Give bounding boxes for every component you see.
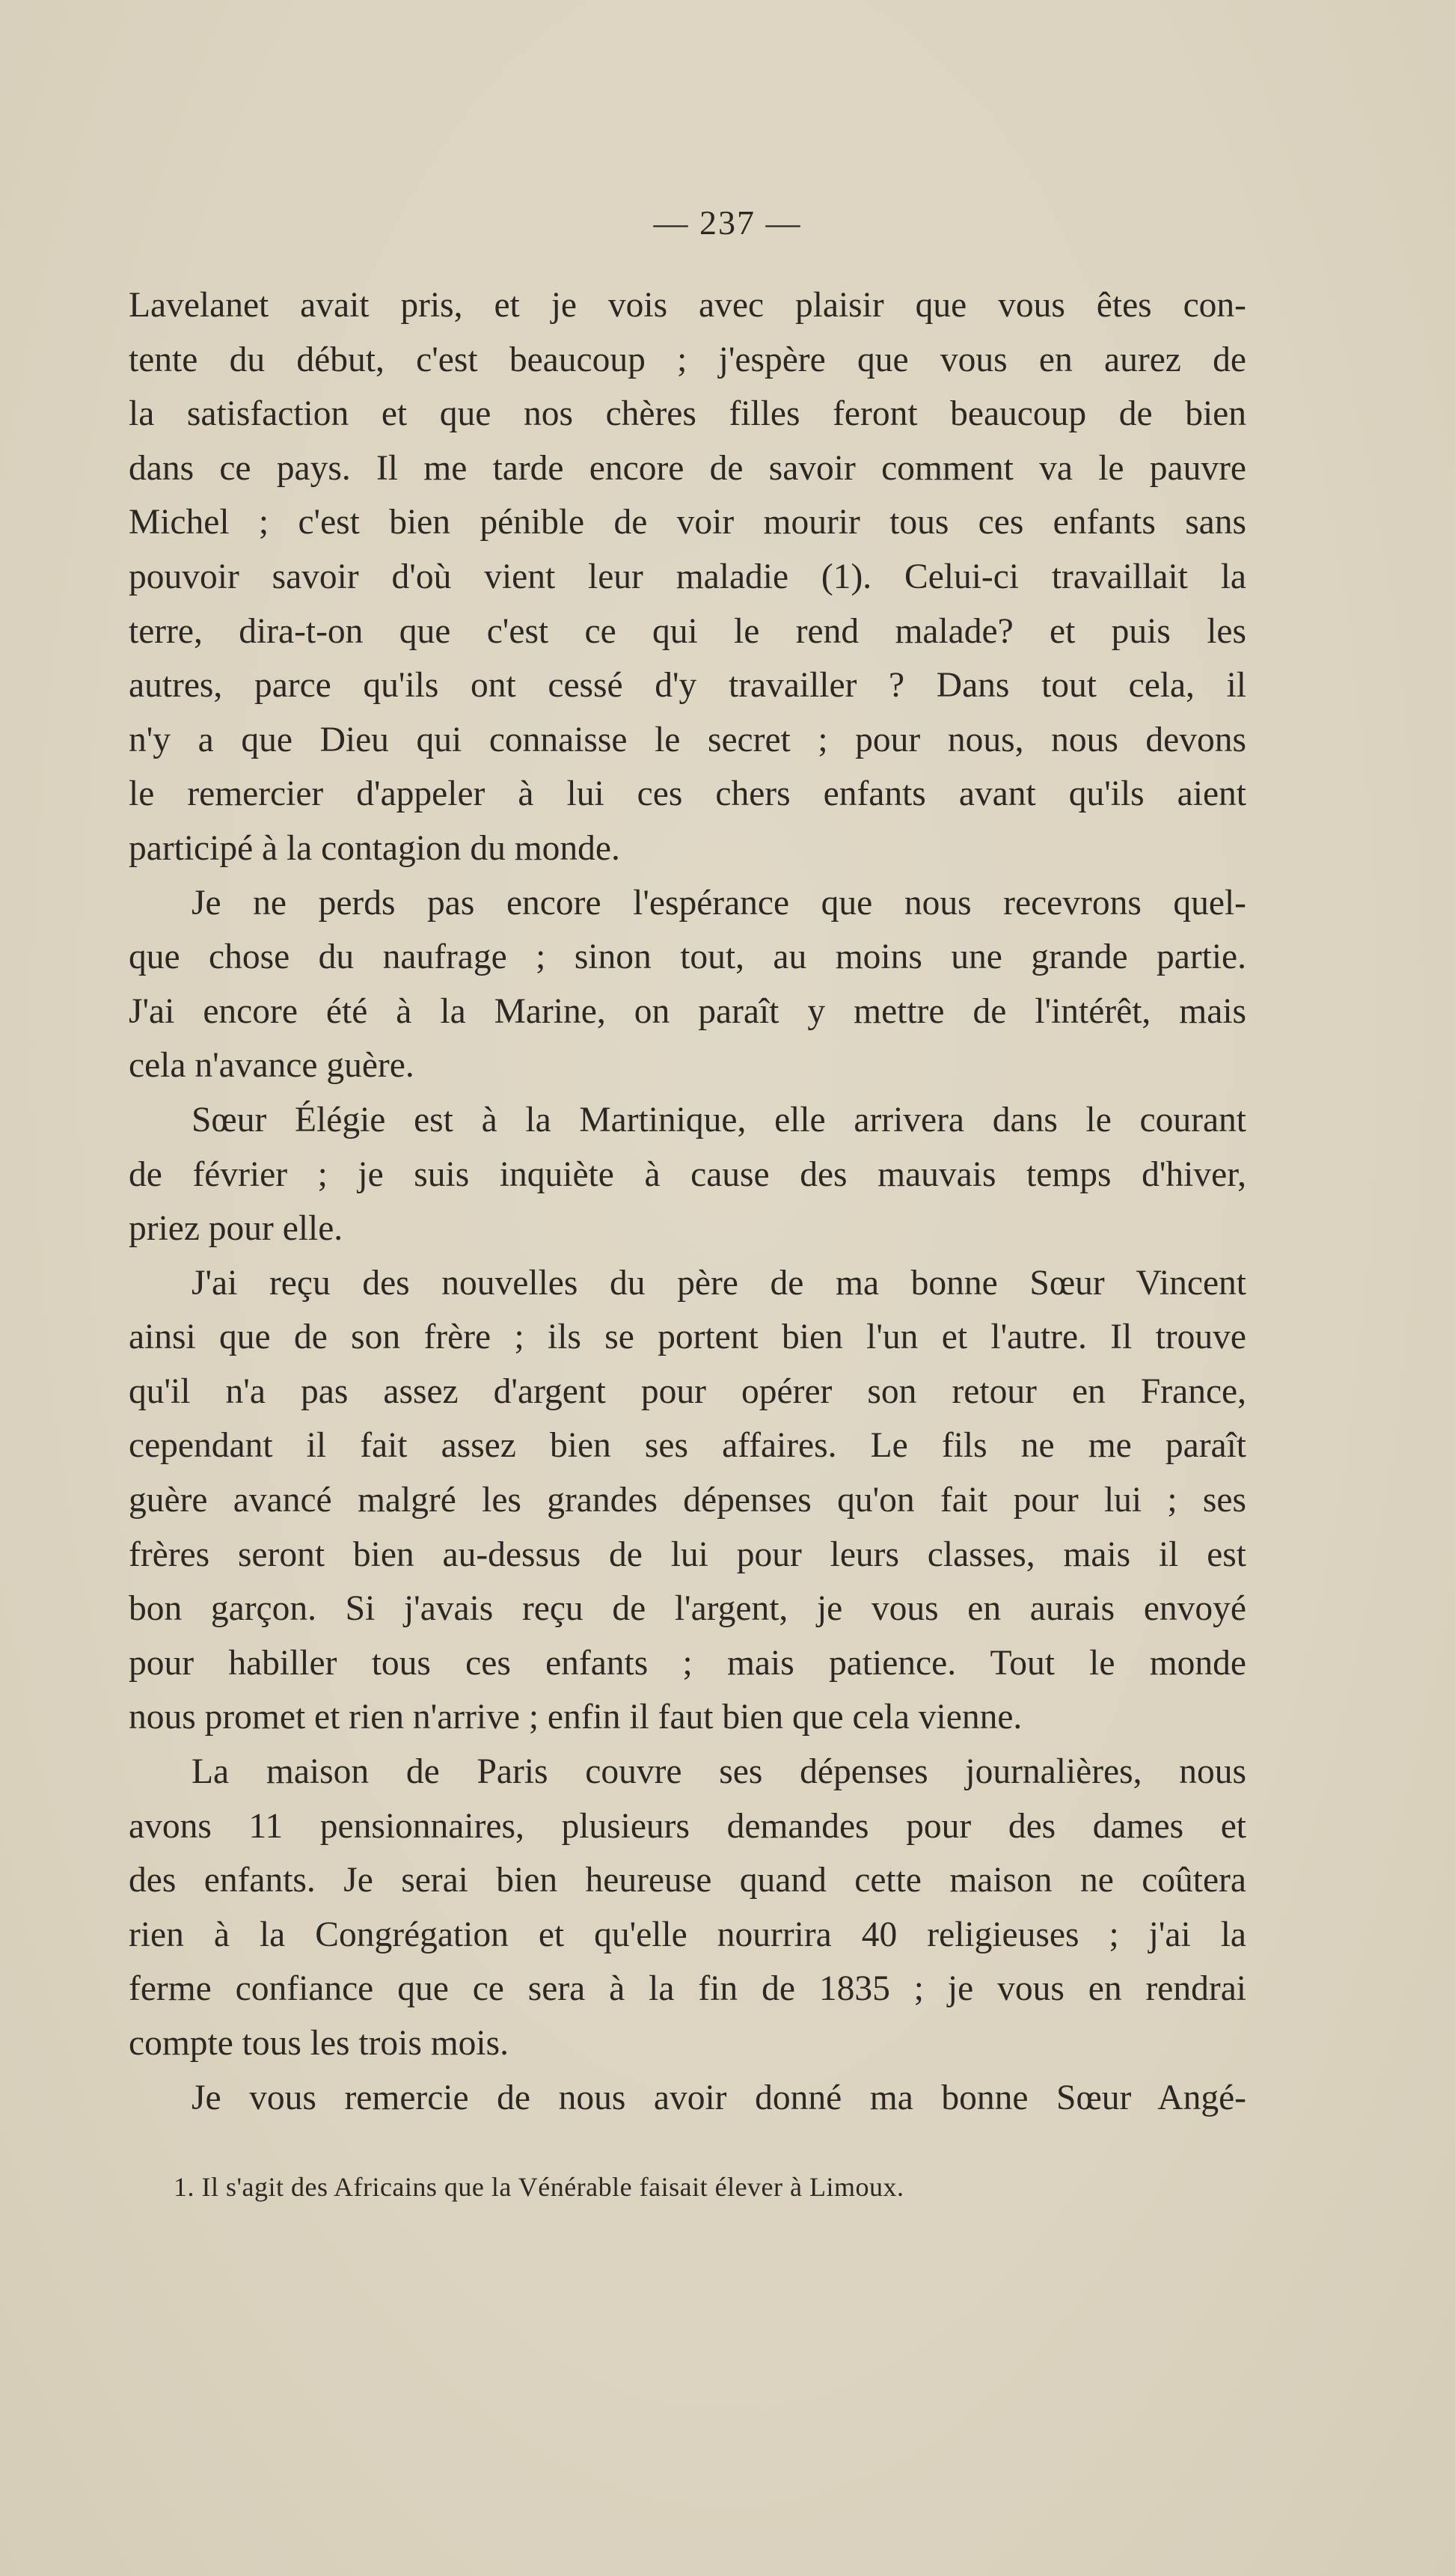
text-line: pouvoir savoir d'où vient leur maladie (1). Celui-ci travaillait la bbox=[129, 557, 1246, 596]
text-line: cependant il fait assez bien ses affaires. Le fils ne me paraît bbox=[129, 1426, 1246, 1466]
text-line: terre, dira-t-on que c'est ce qui le rend malade? et puis les bbox=[129, 611, 1246, 651]
text-line: qu'il n'a pas assez d'argent pour opérer son retour en France, bbox=[129, 1371, 1246, 1411]
text-line: frères seront bien au-dessus de lui pour leurs classes, mais il est bbox=[129, 1535, 1246, 1574]
text-line: cela n'avance guère. bbox=[129, 1046, 414, 1086]
text-line: J'ai reçu des nouvelles du père de ma bonne Sœur Vincent bbox=[192, 1263, 1246, 1303]
text-line: nous promet et rien n'arrive ; enfin il faut bien que cela vienne. bbox=[129, 1698, 1023, 1737]
text-line: avons 11 pensionnaires, plusieurs demandes pour des dames et bbox=[129, 1806, 1246, 1846]
text-line: J'ai encore été à la Marine, on paraît y mettre de l'intérêt, mais bbox=[129, 991, 1246, 1031]
text-line: des enfants. Je serai bien heureuse quand cette maison ne coûtera bbox=[129, 1861, 1246, 1900]
text-line: le remercier d'appeler à lui ces chers enfants avant qu'ils aient bbox=[129, 774, 1246, 814]
text-line: Je ne perds pas encore l'espérance que nous recevrons quel- bbox=[192, 883, 1246, 923]
text-line: Michel ; c'est bien pénible de voir mourir tous ces enfants sans bbox=[129, 503, 1246, 542]
text-line: participé à la contagion du monde. bbox=[129, 828, 620, 868]
text-line: priez pour elle. bbox=[129, 1209, 343, 1249]
page-number: — 237 — bbox=[653, 204, 802, 242]
text-line: Sœur Élégie est à la Martinique, elle arrivera dans le courant bbox=[192, 1100, 1246, 1139]
footnote: 1. Il s'agit des Africains que la Vénérable faisait élever à Limoux. bbox=[174, 2172, 904, 2202]
text-line: dans ce pays. Il me tarde encore de savoir comment va le pauvre bbox=[129, 448, 1246, 488]
text-line: ainsi que de son frère ; ils se portent bien l'un et l'autre. Il trouve bbox=[129, 1318, 1246, 1357]
text-line: rien à la Congrégation et qu'elle nourrira 40 religieuses ; j'ai la bbox=[129, 1915, 1246, 1954]
text-line: autres, parce qu'ils ont cessé d'y travailler ? Dans tout cela, il bbox=[129, 666, 1246, 706]
text-line: Je vous remercie de nous avoir donné ma bonne Sœur Angé- bbox=[192, 2078, 1246, 2117]
text-line: n'y a que Dieu qui connaisse le secret ; pour nous, nous devons bbox=[129, 720, 1246, 759]
text-line: compte tous les trois mois. bbox=[129, 2024, 509, 2063]
body-text bbox=[129, 278, 1246, 2125]
text-line: de février ; je suis inquiète à cause des mauvais temps d'hiver, bbox=[129, 1154, 1246, 1194]
text-line: pour habiller tous ces enfants ; mais patience. Tout le monde bbox=[129, 1643, 1246, 1683]
text-line: Lavelanet avait pris, et je vois avec plaisir que vous êtes con- bbox=[129, 286, 1246, 325]
text-line: la satisfaction et que nos chères filles feront beaucoup de bien bbox=[129, 394, 1246, 434]
text-line: La maison de Paris couvre ses dépenses journalières, nous bbox=[192, 1752, 1246, 1792]
text-line: que chose du naufrage ; sinon tout, au moins une grande partie. bbox=[129, 937, 1246, 977]
text-line: guère avancé malgré les grandes dépenses qu'on fait pour lui ; ses bbox=[129, 1481, 1246, 1520]
text-line: bon garçon. Si j'avais reçu de l'argent, je vous en aurais envoyé bbox=[129, 1589, 1246, 1629]
text-line: ferme confiance que ce sera à la fin de 1835 ; je vous en rendrai bbox=[129, 1969, 1246, 2009]
text-line: tente du début, c'est beaucoup ; j'espère que vous en aurez de bbox=[129, 340, 1246, 379]
